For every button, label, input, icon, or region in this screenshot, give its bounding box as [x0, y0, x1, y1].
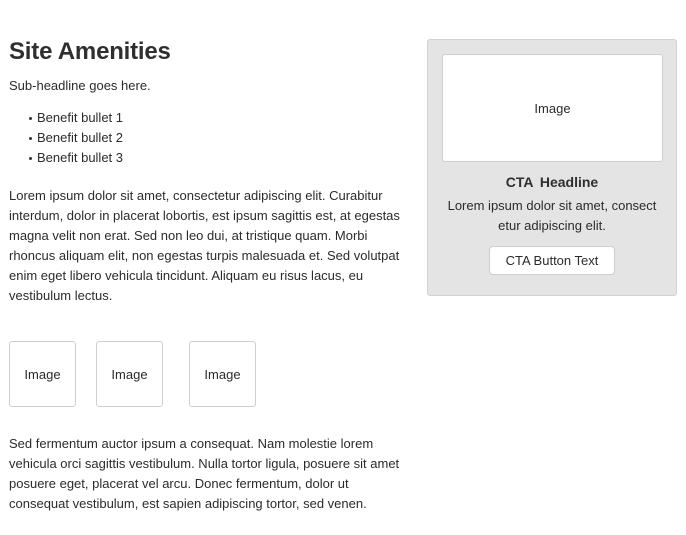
cta-card: [427, 39, 677, 296]
main-content: [9, 36, 401, 511]
cta-button[interactable]: CTA Button Text: [489, 246, 615, 275]
image-placeholder: Image: [96, 341, 163, 407]
benefit-bullet: Benefit bullet 1: [29, 108, 401, 128]
cta-headline: CTA Headline: [505, 174, 599, 190]
benefit-bullet: Benefit bullet 3: [29, 148, 401, 168]
image-placeholder: Image: [189, 341, 256, 407]
image-placeholder: Image: [9, 341, 76, 407]
sub-headline: Sub-headline goes here.: [9, 78, 151, 93]
benefit-bullet: Benefit bullet 2: [29, 128, 401, 148]
image-gallery: [9, 341, 269, 407]
cta-description: Lorem ipsum dolor sit amet, consectetur adipiscing elit.: [447, 198, 657, 233]
body-paragraph-2: Sed fermentum auctor ipsum a consequat. Nam molestie lorem vehicula orci sagittis vestibulum. Nulla tortor ligula, posuere sit amet posuere eget, placerat vel arcu. Donec fermentum, dolor ut consequat vestibulum, est sapien adipiscing tortor, sed venen.: [9, 436, 400, 511]
benefit-list: [9, 108, 401, 168]
page-title: Site Amenities: [9, 38, 171, 65]
body-paragraph-1: Lorem ipsum dolor sit amet, consectetur adipiscing elit. Curabitur interdum, dolor in placerat lobortis, est ipsum sagittis est, at egestas magna velit non erat. Sed non leo dui, at tristique quam. Morbi rhoncus aliquam elit, non egestas turpis malesuada et. Sed volutpat enim eget libero vehicula tincidunt. Aliquam eu risus lacus, eu vestibulum lectus.: [9, 188, 400, 303]
cta-image-placeholder: Image: [442, 54, 663, 162]
